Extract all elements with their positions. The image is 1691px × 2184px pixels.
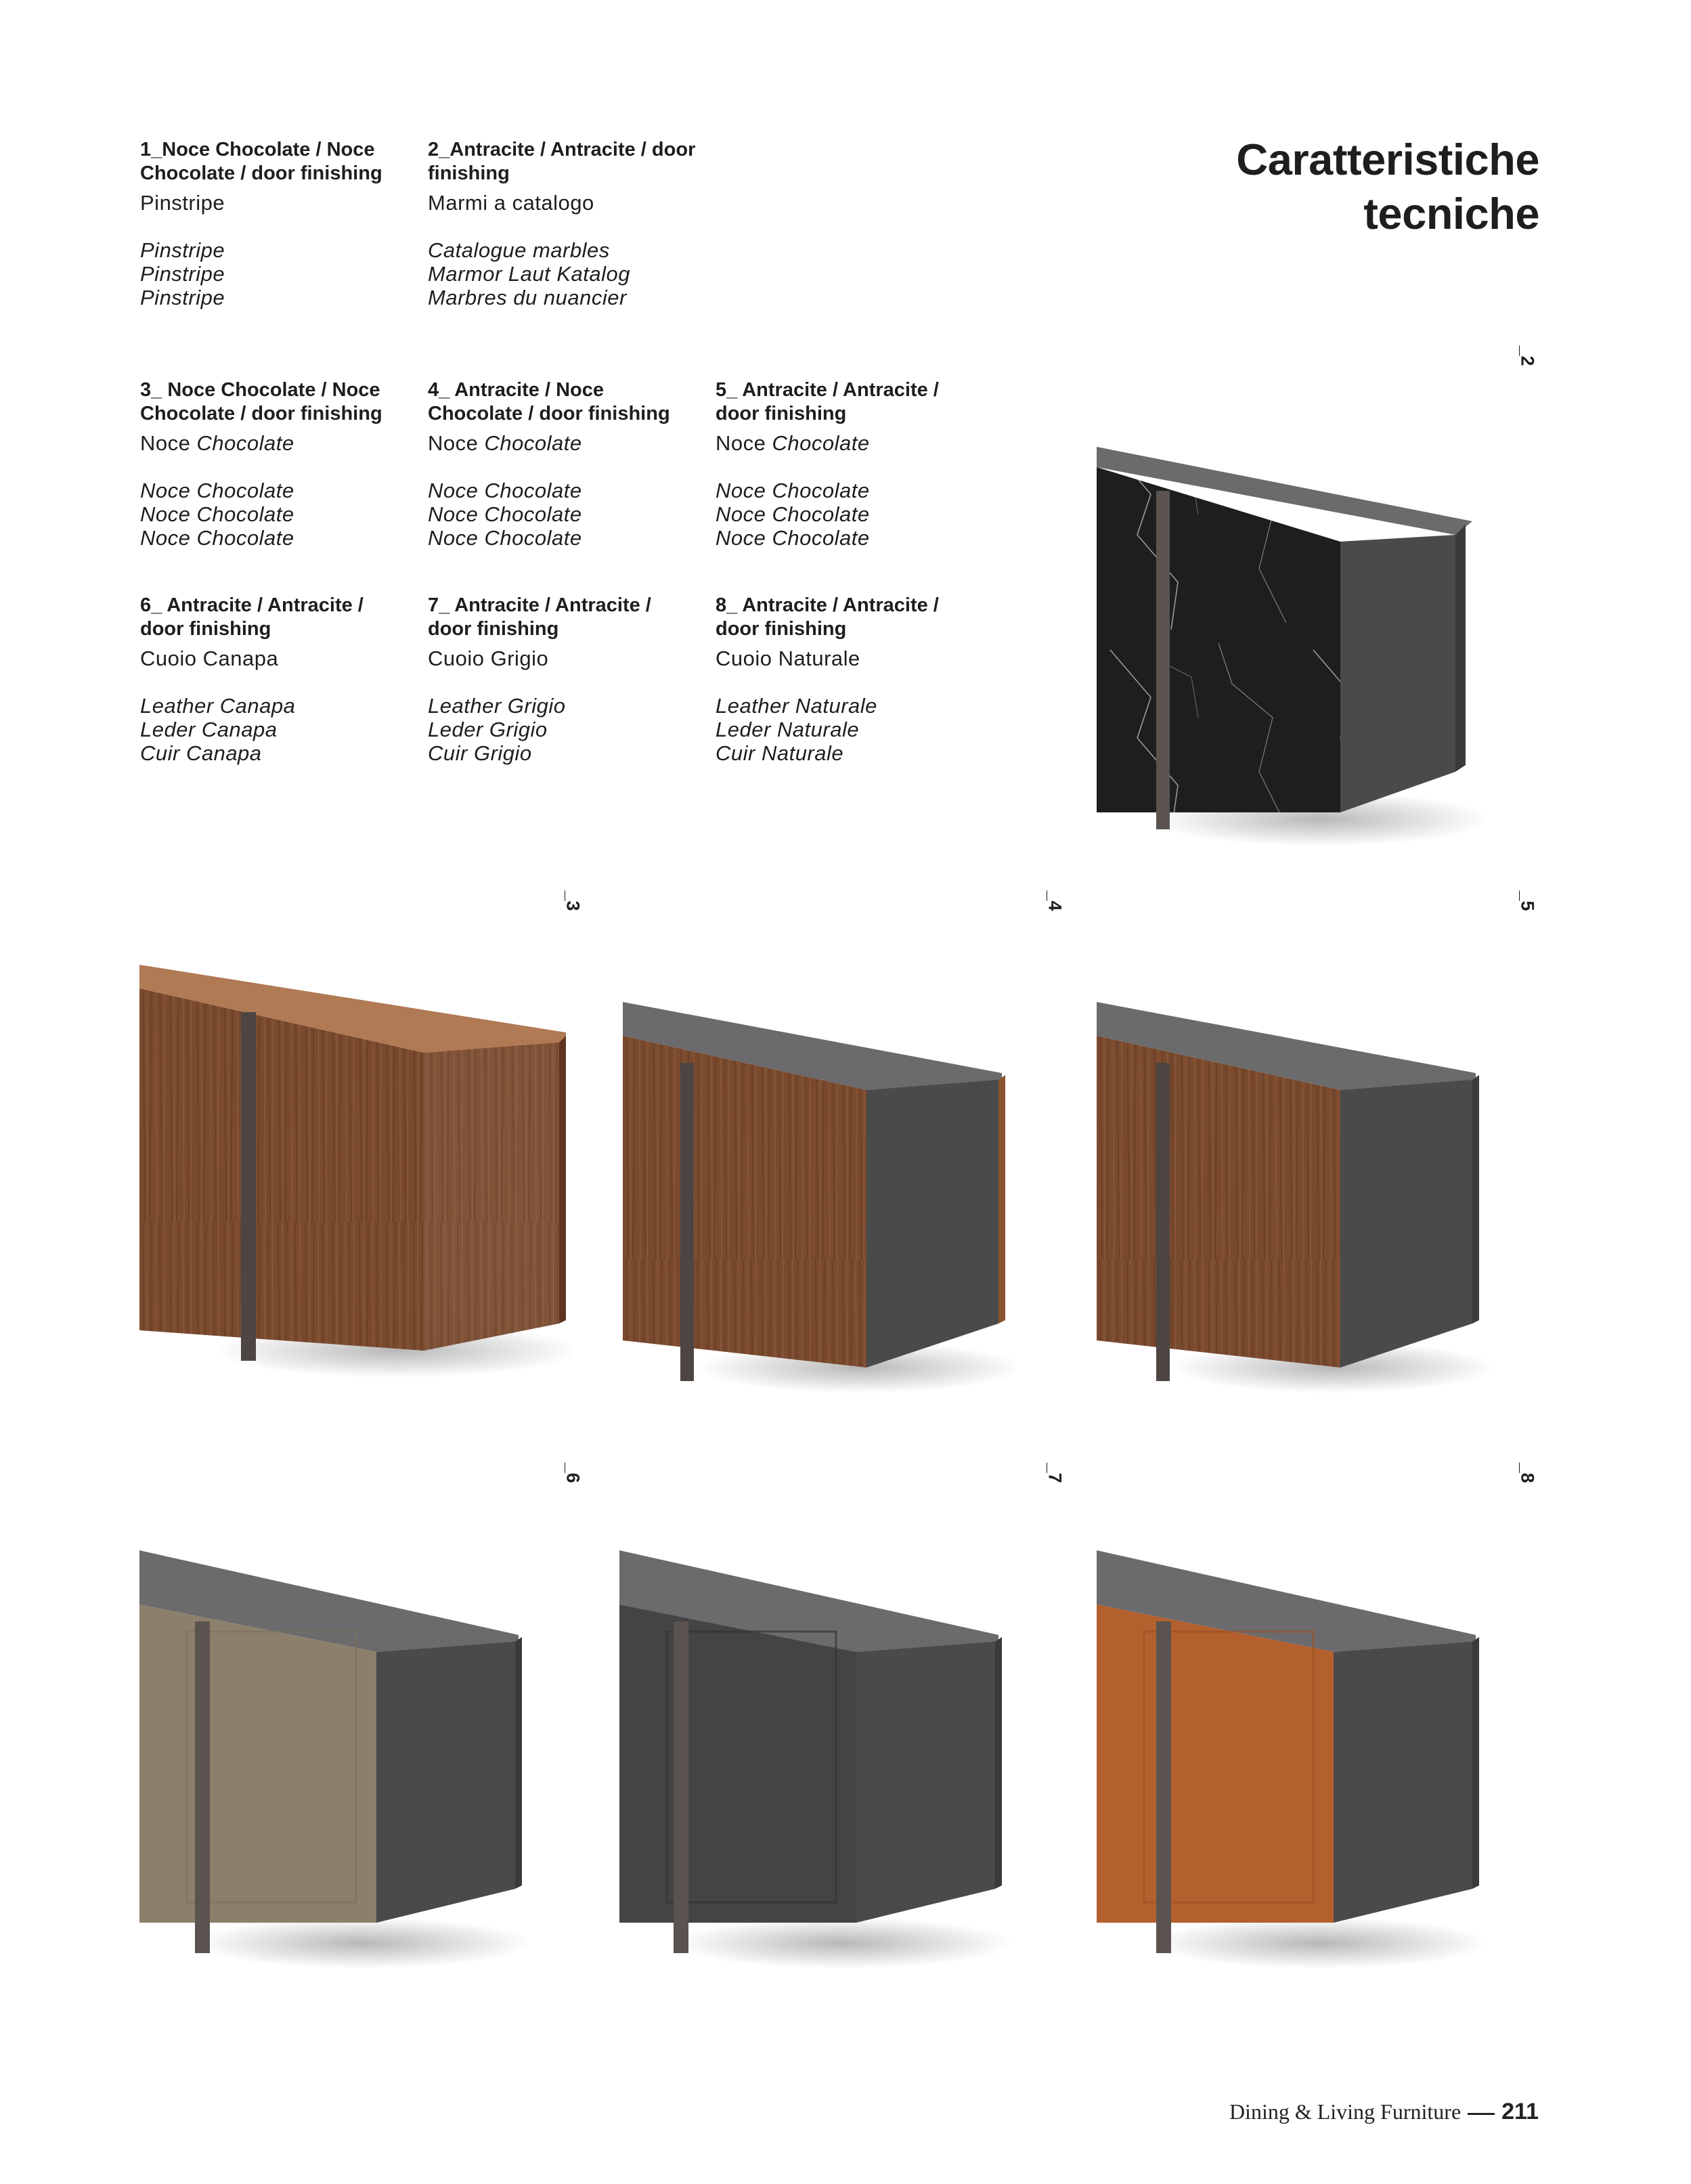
footer-section: Dining & Living Furniture [1229,2099,1462,2124]
image-label-4: _4 [1045,890,1066,911]
finish-heading: 4_ Antracite / Noce Chocolate / door finishing [428,379,670,424]
page-footer [1229,2099,1539,2125]
finish-heading: 7_ Antracite / Antracite / door finishing [428,594,651,640]
finish-translations: Leather Grigio Leder Grigio Cuir Grigio [428,694,566,765]
finish-block-7 [428,594,699,765]
finish-heading: 1_Noce Chocolate / Noce Chocolate / door finishing [140,139,382,184]
title-line-1: Caratteristiche [1236,135,1539,184]
image-label-7: _7 [1045,1462,1066,1483]
page-title [1236,133,1539,241]
finish-translations: Leather Naturale Leder Naturale Cuir Naturale [716,694,877,765]
image-label-8: _8 [1517,1462,1538,1483]
finish-heading: 5_ Antracite / Antracite / door finishing [716,379,939,424]
finish-heading: 8_ Antracite / Antracite / door finishing [716,594,939,640]
finish-block-4 [428,378,699,550]
finish-italian: Cuoio Naturale [716,647,860,670]
finish-block-3 [140,378,411,550]
sideboard-image-8 [1097,1544,1489,1970]
finish-translations: Noce Chocolate Noce Chocolate Noce Chocolate [428,479,582,550]
finish-heading: 6_ Antracite / Antracite / door finishing [140,594,364,640]
finish-block-8 [716,594,986,765]
finish-block-6 [140,594,411,765]
finish-italian: Cuoio Canapa [140,647,279,670]
finish-translations: Noce Chocolate Noce Chocolate Noce Chocolate [140,479,294,550]
image-label-6: _6 [563,1462,584,1483]
finish-heading: 2_Antracite / Antracite / door finishing [428,139,696,184]
sideboard-image-7 [619,1544,1012,1970]
sideboard-image-3 [139,951,573,1384]
sideboard-image-5 [1097,988,1489,1395]
finish-italian: Pinstripe [140,191,225,215]
finish-italian: Cuoio Grigio [428,647,549,670]
finish-translations: Catalogue marbles Marmor Laut Katalog Marbres du nuancier [428,238,630,309]
page-number: 211 [1501,2099,1539,2124]
image-label-5: _5 [1517,890,1538,911]
sideboard-image-4 [623,988,1015,1395]
finish-block-1 [140,138,411,309]
finish-italian: Noce Chocolate [716,431,870,455]
sideboard-image-2 [1097,433,1489,860]
finish-translations: Pinstripe Pinstripe Pinstripe [140,238,225,309]
finish-italian: Marmi a catalogo [428,191,594,215]
finish-translations: Noce Chocolate Noce Chocolate Noce Chocolate [716,479,870,550]
finish-translations: Leather Canapa Leder Canapa Cuir Canapa [140,694,296,765]
finish-block-5 [716,378,986,550]
finish-italian: Noce Chocolate [428,431,582,455]
image-label-3: _3 [563,890,584,911]
image-label-2: _2 [1517,345,1538,366]
finish-heading: 3_ Noce Chocolate / Noce Chocolate / door finishing [140,379,382,424]
finish-italian: Noce Chocolate [140,431,294,455]
finish-block-2 [428,138,699,309]
sideboard-image-6 [139,1544,532,1970]
title-line-2: tecniche [1363,189,1539,238]
